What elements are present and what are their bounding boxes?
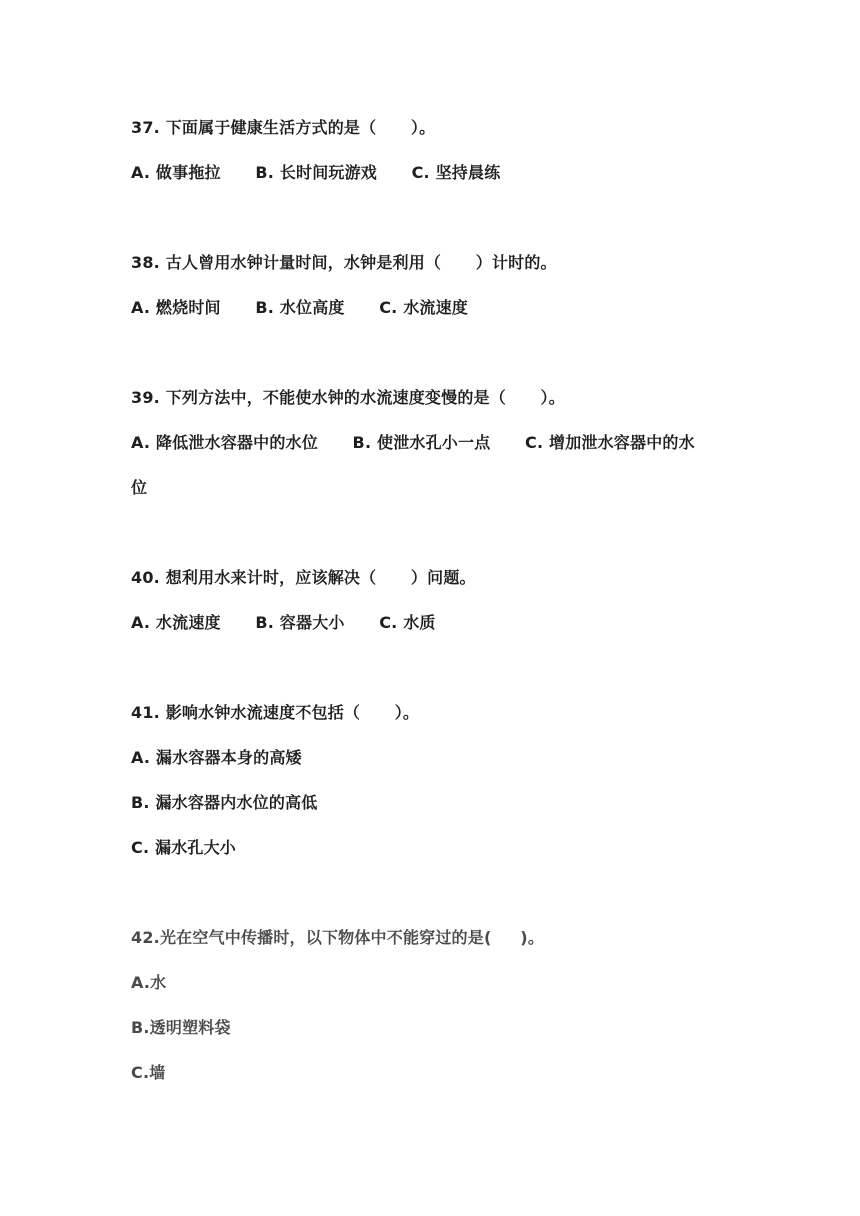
- question-39-options-wrap: 位: [131, 478, 148, 497]
- question-41-option-c: C. 漏水孔大小: [131, 838, 236, 857]
- question-37-stem: 37. 下面属于健康生活方式的是（ ）。: [131, 118, 436, 137]
- question-42-stem: 42.光在空气中传播时，以下物体中不能穿过的是( )。: [131, 928, 545, 947]
- question-40-options: A. 水流速度 B. 容器大小 C. 水质: [131, 613, 436, 632]
- question-40-stem: 40. 想利用水来计时，应该解决（ ）问题。: [131, 568, 476, 587]
- question-37-options: A. 做事拖拉 B. 长时间玩游戏 C. 坚持晨练: [131, 163, 501, 182]
- question-41-option-b: B. 漏水容器内水位的高低: [131, 793, 318, 812]
- question-42-option-b: B.透明塑料袋: [131, 1018, 231, 1037]
- question-41-stem: 41. 影响水钟水流速度不包括（ ）。: [131, 703, 420, 722]
- question-39-options: A. 降低泄水容器中的水位 B. 使泄水孔小一点 C. 增加泄水容器中的水: [131, 433, 695, 452]
- question-42-option-a: A.水: [131, 973, 167, 992]
- question-39-stem: 39. 下列方法中，不能使水钟的水流速度变慢的是（ ）。: [131, 388, 565, 407]
- question-42-option-c: C.墙: [131, 1063, 166, 1082]
- question-41-option-a: A. 漏水容器本身的高矮: [131, 748, 302, 767]
- question-38-options: A. 燃烧时间 B. 水位高度 C. 水流速度: [131, 298, 469, 317]
- question-38-stem: 38. 古人曾用水钟计量时间，水钟是利用（ ）计时的。: [131, 253, 557, 272]
